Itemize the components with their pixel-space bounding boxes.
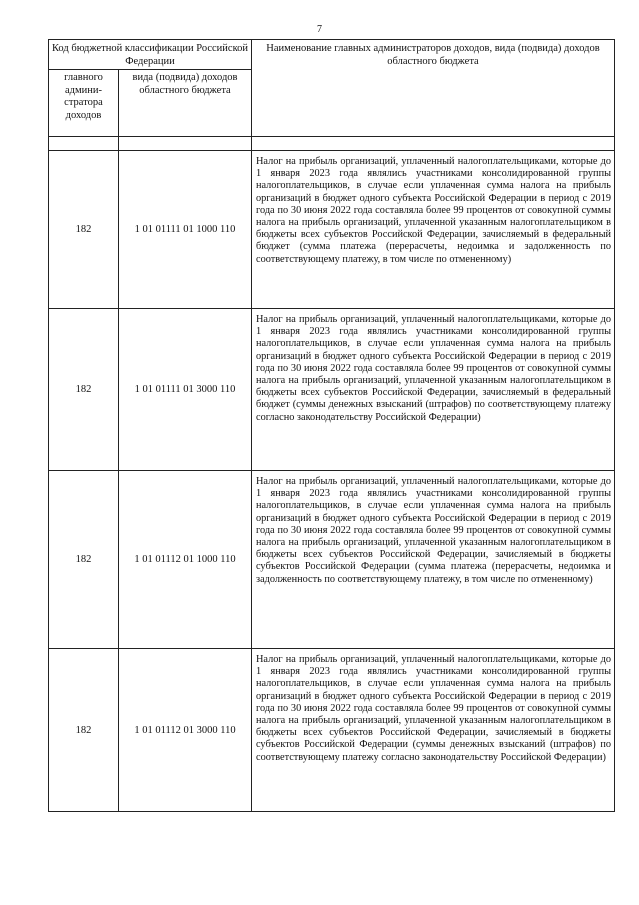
income-code-cell: 1 01 01111 01 1000 110 xyxy=(119,151,252,309)
header-name-column: Наименование главных администраторов доходов, вида (подвида) доходов областного бюджета xyxy=(252,40,615,137)
table-row xyxy=(49,151,615,309)
table-row xyxy=(49,649,615,812)
admin-code-cell: 182 xyxy=(49,309,119,471)
spacer-row xyxy=(49,137,615,151)
income-code-cell: 1 01 01111 01 3000 110 xyxy=(119,309,252,471)
header-type-column: вида (подвида) доходов областного бюджета xyxy=(119,70,252,137)
income-name-cell: Налог на прибыль организаций, уплаченный налогоплательщиками, которые до 1 января 2023 года являлись участниками консолидированной группы налогоплательщиков, в случае если уплаченная сумма налога на прибыль организаций в бюджет одного субъекта Российской Федерации в период с 2019 года по 30 июня 2022 года составляла более 99 процентов от совокупной суммы налога на прибыль организаций, уплаченной указанным налогоплательщиком в бюджеты всех субъектов Российской Федерации, зачисляемый в бюджеты субъектов Российской Федерации (суммы денежных взысканий (штрафов) по соответствующему платежу согласно законодательству Российской Федерации) xyxy=(252,649,615,812)
income-name-cell: Налог на прибыль организаций, уплаченный налогоплательщиками, которые до 1 января 2023 года являлись участниками консолидированной группы налогоплательщиков, в случае если уплаченная сумма налога на прибыль организаций в бюджет одного субъекта Российской Федерации в период с 2019 года по 30 июня 2022 года составляла более 99 процентов от совокупной суммы налога на прибыль организаций, уплаченной указанным налогоплательщиком в бюджеты всех субъектов Российской Федерации, зачисляемый в федеральный бюджет (суммы денежных взысканий (штрафов) по соответствующему платежу согласно законодательству Российской Федерации) xyxy=(252,309,615,471)
page-number: 7 xyxy=(317,24,322,35)
admin-code-cell: 182 xyxy=(49,649,119,812)
budget-classification-table xyxy=(48,39,615,812)
income-name-cell: Налог на прибыль организаций, уплаченный налогоплательщиками, которые до 1 января 2023 года являлись участниками консолидированной группы налогоплательщиков, в случае если уплаченная сумма налога на прибыль организаций в бюджет одного субъекта Российской Федерации в период с 2019 года по 30 июня 2022 года составляла более 99 процентов от совокупной суммы налога на прибыль организаций, уплаченной указанным налогоплательщиком в бюджеты всех субъектов Российской Федерации, зачисляемый в федеральный бюджет (сумма платежа (перерасчеты, недоимка и задолженность по соответствующему платежу, в том числе по отмененному) xyxy=(252,151,615,309)
header-admin-column: главного админи-стратора доходов xyxy=(49,70,119,137)
income-name-cell: Налог на прибыль организаций, уплаченный налогоплательщиками, которые до 1 января 2023 года являлись участниками консолидированной группы налогоплательщиков, в случае если уплаченная сумма налога на прибыль организаций в бюджет одного субъекта Российской Федерации в период с 2019 года по 30 июня 2022 года составляла более 99 процентов от совокупной суммы налога на прибыль организаций, уплаченной указанным налогоплательщиком в бюджеты всех субъектов Российской Федерации, зачисляемый в бюджеты субъектов Российской Федерации (сумма платежа (перерасчеты, недоимка и задолженность по соответствующему платежу, в том числе по отмененному) xyxy=(252,471,615,649)
admin-code-cell: 182 xyxy=(49,151,119,309)
table-row xyxy=(49,471,615,649)
header-code-group: Код бюджетной классификации Российской Федерации xyxy=(49,40,252,70)
table-row xyxy=(49,309,615,471)
income-code-cell: 1 01 01112 01 3000 110 xyxy=(119,649,252,812)
admin-code-cell: 182 xyxy=(49,471,119,649)
income-code-cell: 1 01 01112 01 1000 110 xyxy=(119,471,252,649)
